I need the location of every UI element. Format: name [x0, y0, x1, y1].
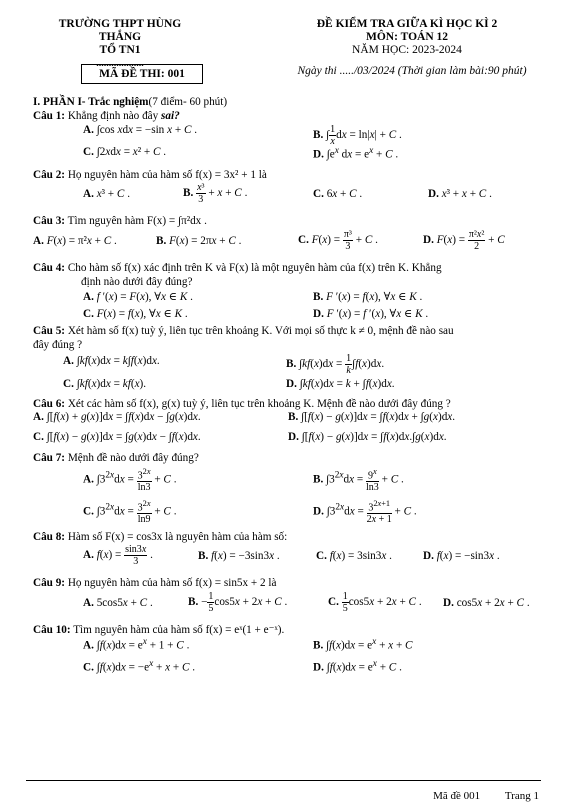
answer-row	[33, 544, 548, 576]
question-text: Mệnh đề nào dưới đây đúng?	[67, 452, 199, 464]
answer-d[interactable]: D. x³ + x + C .	[428, 188, 492, 200]
exam-info-block	[262, 18, 552, 57]
exam-title: ĐỀ KIỂM TRA GIỮA KÌ HỌC KÌ 2	[316, 18, 498, 30]
question-text: Xét các hàm số f(x), g(x) tuỳ ý, liên tục trên khoảng K. Mệnh đề nào dưới đây đúng ?	[67, 397, 451, 410]
answer-b[interactable]: B. $\frac{\text{x³}}{3}$ + x + C .	[183, 182, 248, 205]
question-2	[33, 168, 548, 183]
question-label: Câu 1:	[33, 110, 66, 122]
answer-row	[33, 466, 548, 498]
answer-b[interactable]: B. ∫kf(x)dx = $\frac{1}{k}$ ∫f(x)dx.	[286, 352, 385, 376]
answer-d[interactable]: D. cos5x + 2x + C .	[443, 596, 530, 609]
question-text: Khẳng định nào đây	[67, 110, 159, 122]
school-name: TRƯỜNG THPT HÙNG THẮNG	[58, 18, 182, 43]
answer-a[interactable]: A. f(x) = $\frac{\sin 3x}{3}$ .	[83, 544, 153, 567]
answer-row	[33, 146, 548, 168]
answer-c[interactable]: C. ∫2xdx = x² + C .	[83, 145, 167, 158]
answer-d[interactable]: D. $\int e^x$ dx = $e^x + C$ .	[313, 145, 399, 161]
answer-row	[33, 411, 548, 431]
question-4-cont: định nào dưới đây đúng?	[81, 276, 193, 288]
answer-b[interactable]: B. − $\frac{1}{5}$ cos5x + 2x + C .	[188, 590, 288, 614]
school-block	[40, 18, 200, 70]
school-year: NĂM HỌC: 2023-2024	[352, 44, 462, 56]
answer-row	[33, 229, 548, 261]
question-5-cont: đây đúng ?	[33, 339, 83, 351]
answer-c[interactable]: C. f(x) = 3sin3x .	[316, 550, 392, 562]
answer-row	[33, 124, 548, 146]
question-6	[33, 397, 548, 412]
question-1	[33, 109, 548, 124]
answer-a[interactable]: A. ∫[f(x) + g(x)]dx = ∫f(x)dx − ∫g(x)dx.	[33, 411, 201, 423]
question-9	[33, 576, 548, 591]
answer-c[interactable]: C. 6x + C .	[313, 188, 363, 200]
question-label: Câu 2:	[33, 168, 66, 181]
question-text: Cho hàm số f(x) xác định trên K và F(x) là một nguyên hàm của f(x) trên K. Khẳng	[67, 261, 442, 274]
answer-b[interactable]: B. F(x) = 2πx + C .	[156, 234, 242, 247]
group-name: TỔ TN1	[99, 44, 141, 56]
answer-b[interactable]: B. ∫[f(x) − g(x)]dx = ∫f(x)dx + ∫g(x)dx.	[288, 411, 456, 423]
question-text: Tìm nguyên hàm F(x) = ∫π²dx .	[67, 215, 207, 227]
answer-a[interactable]: A. x³ + C .	[83, 188, 130, 200]
answer-b[interactable]: B. F ′(x) = f(x), ∀x ∈ K .	[313, 290, 423, 303]
question-3	[33, 214, 548, 229]
question-7	[33, 451, 548, 466]
answer-a[interactable]: A. F(x) = π²x + C .	[33, 234, 117, 247]
exam-code-box: MÃ ĐỀ THI: 001	[81, 64, 203, 84]
question-text: Xét hàm số f(x) tuỳ ý, liên tục trên khoảng K. Với mọi số thực k ≠ 0, mệnh đề nào sau	[67, 324, 454, 337]
dots: ...................	[96, 58, 144, 69]
answer-d[interactable]: D. $\int 3^{2x}dx$ = $\frac{3^{2x+1}}{2x + 1}$ + C .	[313, 498, 417, 525]
question-label: Câu 6:	[33, 397, 66, 410]
answer-d[interactable]: D. ∫[f(x) − g(x)]dx = ∫f(x)dx.∫g(x)dx.	[288, 431, 447, 443]
part-title-text: I. PHẦN I- Trắc nghiệm	[33, 96, 149, 108]
answer-row	[33, 659, 548, 681]
answer-b[interactable]: B. $\int f(x)dx = e^x + x + C$	[313, 637, 413, 652]
answer-c[interactable]: C. F(x) = $\frac{\text{π³}}{3}$ + C .	[298, 228, 378, 252]
question-label: Câu 5:	[33, 324, 66, 337]
question-text: Họ nguyên hàm của hàm số f(x) = sin5x + 2 là	[67, 577, 277, 589]
answer-row	[33, 431, 548, 451]
answer-c[interactable]: C. ∫[f(x) − g(x)]dx = ∫g(x)dx − ∫f(x)dx.	[33, 431, 201, 443]
answer-c[interactable]: C. $\int 3^{2x}dx$ = $\frac{3^{2x}}{\ln 9}$ + C .	[83, 498, 177, 525]
question-label: Câu 8:	[33, 530, 66, 543]
question-text: Tìm nguyên hàm của hàm số f(x) = eˣ(1 + e⁻ˣ).	[73, 623, 285, 636]
answer-c[interactable]: C. $\int f(x)dx = -e^x + x + C$ .	[83, 659, 196, 674]
question-label: Câu 9:	[33, 577, 66, 589]
answer-a[interactable]: A. ∫cos xdx = −sin x + C .	[83, 123, 198, 136]
question-label: Câu 7:	[33, 452, 66, 464]
question-8	[33, 530, 548, 545]
question-4	[33, 261, 548, 276]
answer-c[interactable]: C. F(x) = f(x), ∀x ∈ K .	[83, 307, 188, 320]
answer-a[interactable]: A. f ′(x) = F(x), ∀x ∈ K .	[83, 290, 193, 303]
footer-page: Trang 1	[504, 790, 539, 802]
part-note: (7 điểm- 60 phút)	[148, 96, 228, 108]
answer-row	[33, 637, 548, 659]
question-text: Họ nguyên hàm của hàm số f(x) = 3x² + 1 là	[67, 168, 267, 181]
question-label: Câu 10:	[33, 623, 71, 636]
answer-row	[33, 375, 548, 397]
answer-d[interactable]: D. ∫kf(x)dx = k + ∫f(x)dx.	[286, 377, 395, 390]
answer-b[interactable]: B. f(x) = −3sin3x .	[198, 550, 280, 562]
answer-a[interactable]: A. ∫kf(x)dx = k∫f(x)dx.	[63, 354, 160, 367]
answer-row	[33, 307, 548, 324]
answer-b[interactable]: B. ∫ $\frac{1}{x}$ dx = ln|x| + C .	[313, 123, 402, 147]
footer	[411, 790, 539, 802]
answer-row	[33, 353, 548, 375]
answer-row	[33, 182, 548, 214]
answer-d[interactable]: D. f(x) = −sin3x .	[423, 550, 500, 562]
answer-a[interactable]: A. $\int f(x)dx = e^x + 1 + C$ .	[83, 637, 190, 652]
answer-row	[33, 591, 548, 623]
answer-row	[33, 498, 548, 530]
question-label: Câu 4:	[33, 261, 66, 274]
part-title	[33, 95, 548, 109]
questions	[33, 95, 548, 681]
answer-c[interactable]: C. ∫kf(x)dx = kf(x).	[63, 377, 147, 390]
exam-date-line: Ngày thi ...../03/2024 (Thời gian làm bài:90 phút)	[297, 65, 527, 77]
answer-row	[33, 290, 548, 307]
subject: MÔN: TOÁN 12	[366, 31, 448, 43]
question-text: Hàm số F(x) = cos3x là nguyên hàm của hàm số:	[67, 530, 288, 543]
footer-divider	[26, 780, 541, 781]
answer-d[interactable]: D. F ′(x) = f ′(x), ∀x ∈ K .	[313, 307, 429, 320]
answer-c[interactable]: C. $\frac{1}{5}$ cos5x + 2x + C .	[328, 590, 422, 614]
answer-d[interactable]: D. $\int f(x)dx = e^x + C$ .	[313, 659, 402, 674]
answer-b[interactable]: B. $\int 3^{2x}dx$ = $\frac{9^x}{\ln 3}$ + C .	[313, 466, 404, 493]
answer-a[interactable]: A. 5cos5x + C .	[83, 596, 153, 609]
answer-a[interactable]: A. $\int 3^{2x}dx$ = $\frac{3^{2x}}{\ln 3}$ + C .	[83, 466, 177, 493]
question-emphasis: sai?	[161, 110, 180, 122]
answer-d[interactable]: D. F(x) = $\frac{\text{π²x²}}{2}$ + C	[423, 228, 505, 252]
question-5	[33, 324, 548, 339]
question-label: Câu 3:	[33, 215, 66, 227]
footer-exam-code: Mã đề 001	[433, 790, 481, 802]
question-10	[33, 623, 548, 638]
